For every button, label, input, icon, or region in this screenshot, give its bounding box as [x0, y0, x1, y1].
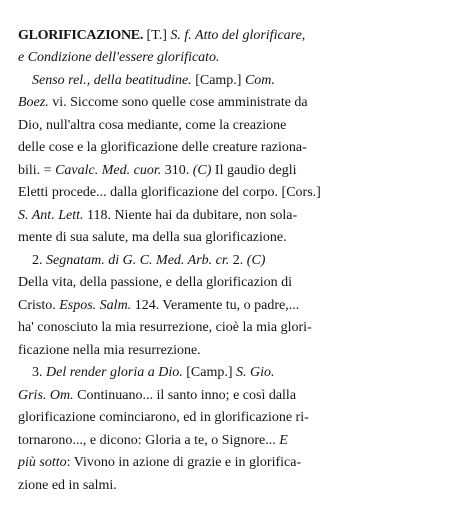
- citation-ref: Gris. Om.: [18, 387, 74, 403]
- quote-text: delle cose e la glorificazione delle creature raziona-: [18, 140, 307, 155]
- source-tag: [Camp.]: [182, 365, 237, 380]
- citation-ref: Cavalc. Med. cuor.: [55, 162, 162, 178]
- quote-text: zione ed in salmi.: [18, 477, 117, 493]
- page-number: 2.: [229, 252, 247, 268]
- quote-text: tornarono..., e dicono: Gloria a te, o Signore...: [18, 432, 280, 448]
- source-tag: [Camp.]: [191, 72, 245, 88]
- quote-text: : Vivono in azione di grazie e in glorifica-: [66, 455, 302, 470]
- quote-text: vi. Siccome sono quelle cose amministrate da: [48, 95, 308, 110]
- quote-text: Eletti procede... dalla glorificazione del corpo. [Cors.]: [18, 185, 321, 200]
- sense-number: 2.: [18, 252, 46, 268]
- quote-text: Cristo.: [18, 297, 60, 313]
- sense-label: Senso rel., della beatitudine.: [18, 72, 192, 88]
- citation-ref: E: [279, 432, 288, 448]
- quote-text: 124. Veramente tu, o padre,...: [131, 297, 300, 313]
- dictionary-entry: [4, 2, 466, 493]
- quote-text: glorificazione cominciarono, ed in glorificazione ri-: [18, 410, 309, 425]
- quote-text: Continuano... il santo inno; e così dalla: [73, 387, 297, 403]
- citation-ref: Espos. Salm.: [59, 297, 132, 313]
- source-tag: (C): [246, 252, 266, 268]
- citation-ref: Boez.: [18, 95, 49, 110]
- sense-label: Segnatam. di G. C. Med. Arb. cr.: [46, 252, 230, 268]
- source-tag: (C): [192, 162, 212, 178]
- quote-text: mente di sua salute, ma della sua glorificazione.: [18, 230, 287, 245]
- page-number: 310.: [161, 162, 193, 178]
- sense-number: 3.: [18, 365, 46, 380]
- sense-label: Del render gloria a Dio.: [46, 365, 183, 380]
- headword: GLORIFICAZIONE.: [18, 27, 144, 43]
- entry-line: [4, 2, 466, 43]
- quote-text: bili. =: [18, 162, 56, 178]
- quote-text: 118. Niente hai da dubitare, non sola-: [83, 207, 298, 223]
- definition-text: e Condizione dell'essere glorificato.: [18, 50, 220, 65]
- quote-text: ha' conosciuto la mia resurrezione, cioè la mia glori-: [18, 320, 312, 335]
- citation-ref: Com.: [244, 72, 275, 88]
- grammar-definition: S. f. Atto del glorificare,: [170, 27, 306, 43]
- quote-text: Della vita, della passione, e della glorificazion di: [18, 275, 293, 290]
- citation-ref: più sotto: [18, 455, 67, 470]
- quote-text: Dio, null'altra cosa mediante, come la creazione: [18, 117, 287, 133]
- quote-text: ficazione nella mia resurrezione.: [18, 342, 201, 358]
- source-tag: [T.]: [143, 27, 171, 43]
- citation-ref: S. Ant. Lett.: [18, 207, 84, 223]
- quote-text: Il gaudio degli: [211, 162, 297, 178]
- citation-ref: S. Gio.: [236, 365, 275, 380]
